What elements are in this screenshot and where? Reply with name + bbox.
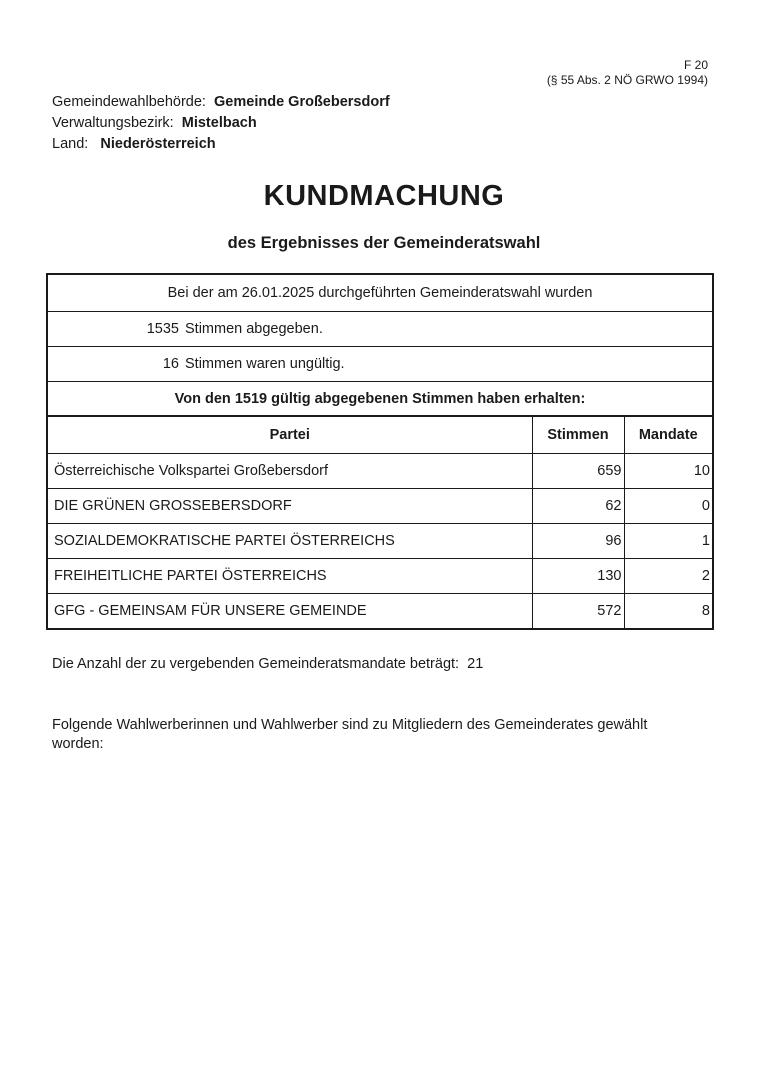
page-subtitle: des Ergebnisses der Gemeinderatswahl bbox=[227, 234, 541, 252]
authority-block bbox=[52, 92, 390, 155]
mandate-total-value: 21 bbox=[467, 656, 484, 672]
party-mandates: 0 bbox=[624, 488, 712, 523]
table-row bbox=[48, 488, 712, 523]
party-votes: 96 bbox=[532, 523, 624, 558]
valid-row bbox=[48, 382, 712, 417]
table-row bbox=[48, 558, 712, 593]
header-votes: Stimmen bbox=[532, 417, 624, 453]
mandate-total-text: Die Anzahl der zu vergebenden Gemeinderatsmandate beträgt: bbox=[52, 656, 460, 672]
district-value: Mistelbach bbox=[181, 115, 257, 131]
party-name: SOZIALDEMOKRATISCHE PARTEI ÖSTERREICHS bbox=[48, 523, 532, 558]
party-name: DIE GRÜNEN GROSSEBERSDORF bbox=[48, 488, 532, 523]
table-row bbox=[48, 593, 712, 628]
form-code: F 20 bbox=[683, 58, 708, 72]
district-label: Verwaltungsbezirk: bbox=[52, 115, 174, 131]
results-table bbox=[48, 417, 712, 628]
table-header-row bbox=[48, 417, 712, 453]
intro-row bbox=[48, 275, 712, 312]
mandate-total bbox=[52, 656, 483, 672]
cast-count: 1535 bbox=[146, 321, 179, 337]
authority-value: Gemeinde Großebersdorf bbox=[214, 94, 390, 110]
party-votes: 659 bbox=[532, 453, 624, 488]
party-votes: 572 bbox=[532, 593, 624, 628]
header-mandates: Mandate bbox=[624, 417, 712, 453]
table-row bbox=[48, 523, 712, 558]
party-votes: 62 bbox=[532, 488, 624, 523]
state-line bbox=[52, 134, 390, 155]
authority-label: Gemeindewahlbehörde: bbox=[52, 94, 206, 110]
state-label: Land: bbox=[52, 136, 89, 152]
elected-text: Folgende Wahlwerberinnen und Wahlwerber sind zu Mitgliedern des Gemeinderates gewählt worden: bbox=[52, 717, 648, 752]
party-mandates: 10 bbox=[624, 453, 712, 488]
form-reference bbox=[547, 58, 708, 88]
results-box bbox=[46, 273, 714, 630]
header-party: Partei bbox=[48, 417, 532, 453]
table-row bbox=[48, 453, 712, 488]
cast-text: Stimmen abgegeben. bbox=[185, 321, 323, 337]
party-mandates: 2 bbox=[624, 558, 712, 593]
party-mandates: 8 bbox=[624, 593, 712, 628]
invalid-row bbox=[48, 347, 712, 382]
district-line bbox=[52, 113, 390, 134]
invalid-count: 16 bbox=[162, 356, 179, 372]
party-name: GFG - GEMEINSAM FÜR UNSERE GEMEINDE bbox=[48, 593, 532, 628]
state-value: Niederösterreich bbox=[100, 136, 216, 152]
authority-line bbox=[52, 92, 390, 113]
page-title: KUNDMACHUNG bbox=[263, 180, 505, 212]
intro-text: Bei der am 26.01.2025 durchgeführten Gemeinderatswahl wurden bbox=[167, 285, 593, 301]
party-votes: 130 bbox=[532, 558, 624, 593]
party-mandates: 1 bbox=[624, 523, 712, 558]
form-paragraph: (§ 55 Abs. 2 NÖ GRWO 1994) bbox=[546, 73, 708, 87]
valid-text: Von den 1519 gültig abgegebenen Stimmen haben erhalten: bbox=[174, 390, 586, 407]
cast-row bbox=[48, 312, 712, 347]
party-name: Österreichische Volkspartei Großebersdorf bbox=[48, 453, 532, 488]
invalid-text: Stimmen waren ungültig. bbox=[185, 356, 345, 372]
party-name: FREIHEITLICHE PARTEI ÖSTERREICHS bbox=[48, 558, 532, 593]
